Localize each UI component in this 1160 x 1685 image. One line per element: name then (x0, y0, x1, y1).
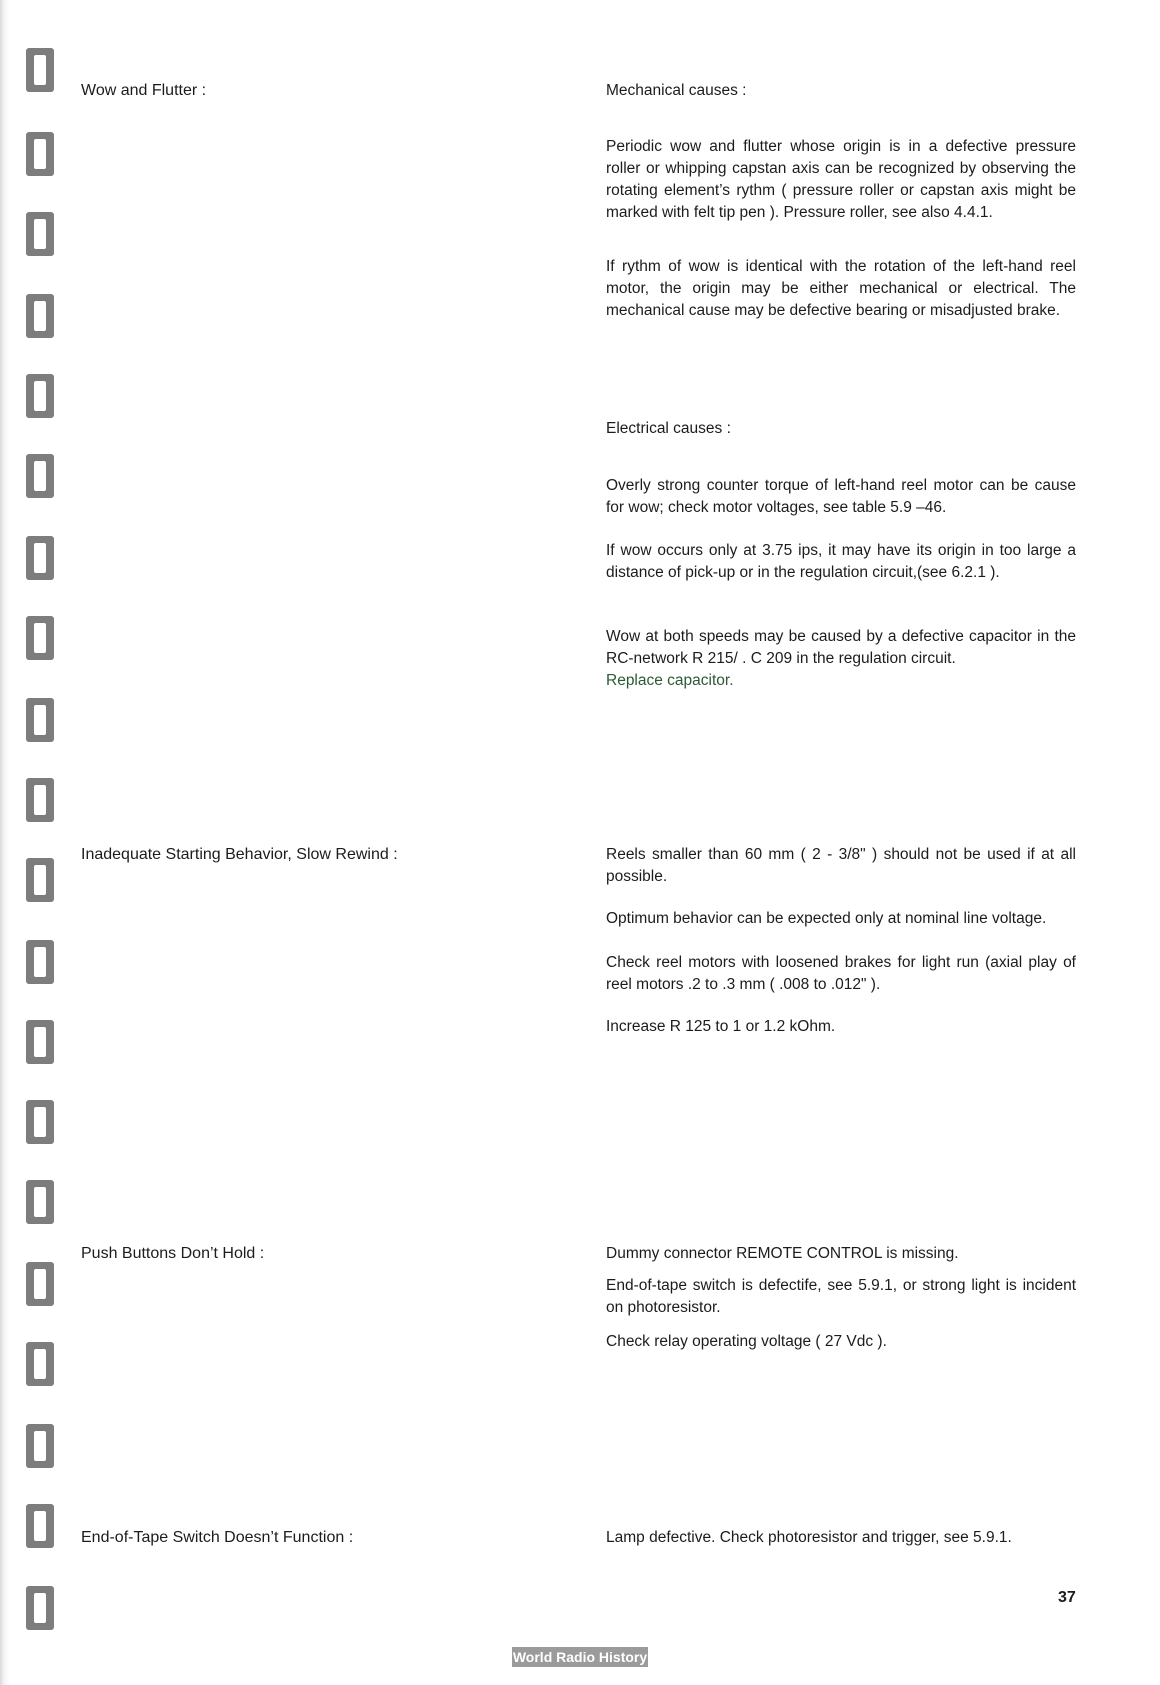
paragraph-electrical-3: Wow at both speeds may be caused by a defective capacitor in the RC-network R 215/ . C 209 in the regulation circuit. (606, 628, 1076, 667)
binding-hole (26, 1504, 54, 1548)
paragraph-mechanical-1: Periodic wow and flutter whose origin is in a defective pressure roller or whipping capstan axis can be recognized by observing the rotating element’s rythm ( pressure roller or capstan axis might be marked with felt tip pen ). Pressure roller, see also 4.4.1. (606, 138, 1076, 221)
binding-hole (26, 1342, 54, 1386)
paragraph-electrical-1: Overly strong counter torque of left-hand reel motor can be cause for wow; check motor voltages, see table 5.9 –46. (606, 477, 1076, 516)
binding-hole (26, 132, 54, 176)
binding-hole (26, 212, 54, 256)
paragraph-push-buttons-2: End-of-tape switch is defectife, see 5.9.1, or strong light is incident on photoresistor. (606, 1277, 1076, 1316)
binding-hole (26, 1100, 54, 1144)
binding-hole (26, 858, 54, 902)
subheading-mechanical-causes: Mechanical causes : (606, 82, 747, 99)
binding-hole (26, 1180, 54, 1224)
binding-hole (26, 374, 54, 418)
binding-hole (26, 1424, 54, 1468)
binding-hole (26, 1262, 54, 1306)
binding-hole (26, 616, 54, 660)
paragraph-electrical-4: Replace capacitor. (606, 672, 734, 689)
binding-hole (26, 536, 54, 580)
paragraph-end-of-tape-1: Lamp defective. Check photoresistor and trigger, see 5.9.1. (606, 1529, 1012, 1546)
watermark-label: World Radio History (512, 1649, 648, 1665)
binding-hole (26, 454, 54, 498)
binding-hole (26, 48, 54, 92)
binding-hole (26, 294, 54, 338)
paragraph-push-buttons-3: Check relay operating voltage ( 27 Vdc ). (606, 1333, 887, 1350)
paragraph-starting-3: Check reel motors with loosened brakes for light run (axial play of reel motors .2 to .3 mm ( .008 to .012" ). (606, 954, 1076, 993)
paragraph-starting-2: Optimum behavior can be expected only at nominal line voltage. (606, 910, 1047, 927)
paragraph-starting-1: Reels smaller than 60 mm ( 2 - 3/8" ) should not be used if at all possible. (606, 846, 1076, 885)
page-number: 37 (1058, 1589, 1076, 1606)
paragraph-push-buttons-1: Dummy connector REMOTE CONTROL is missing. (606, 1245, 959, 1262)
paragraph-mechanical-2: If rythm of wow is identical with the rotation of the left-hand reel motor, the origin may be either mechanical or electrical. The mechanical cause may be defective bearing or misadjusted brake. (606, 258, 1076, 319)
section-heading-starting-behavior: Inadequate Starting Behavior, Slow Rewind : (81, 846, 398, 863)
section-heading-push-buttons: Push Buttons Don’t Hold : (81, 1245, 265, 1262)
subheading-electrical-causes: Electrical causes : (606, 420, 731, 437)
binding-hole (26, 1586, 54, 1630)
binding-hole (26, 698, 54, 742)
section-heading-wow-flutter: Wow and Flutter : (81, 82, 207, 99)
paragraph-starting-4: Increase R 125 to 1 or 1.2 kOhm. (606, 1018, 836, 1035)
binding-edge (0, 0, 60, 1685)
binding-hole (26, 1020, 54, 1064)
section-heading-end-of-tape: End-of-Tape Switch Doesn’t Function : (81, 1529, 354, 1546)
binding-hole (26, 778, 54, 822)
paragraph-electrical-2: If wow occurs only at 3.75 ips, it may have its origin in too large a distance of pick-up or in the regulation circuit,(see 6.2.1 ). (606, 542, 1076, 581)
binding-hole (26, 940, 54, 984)
